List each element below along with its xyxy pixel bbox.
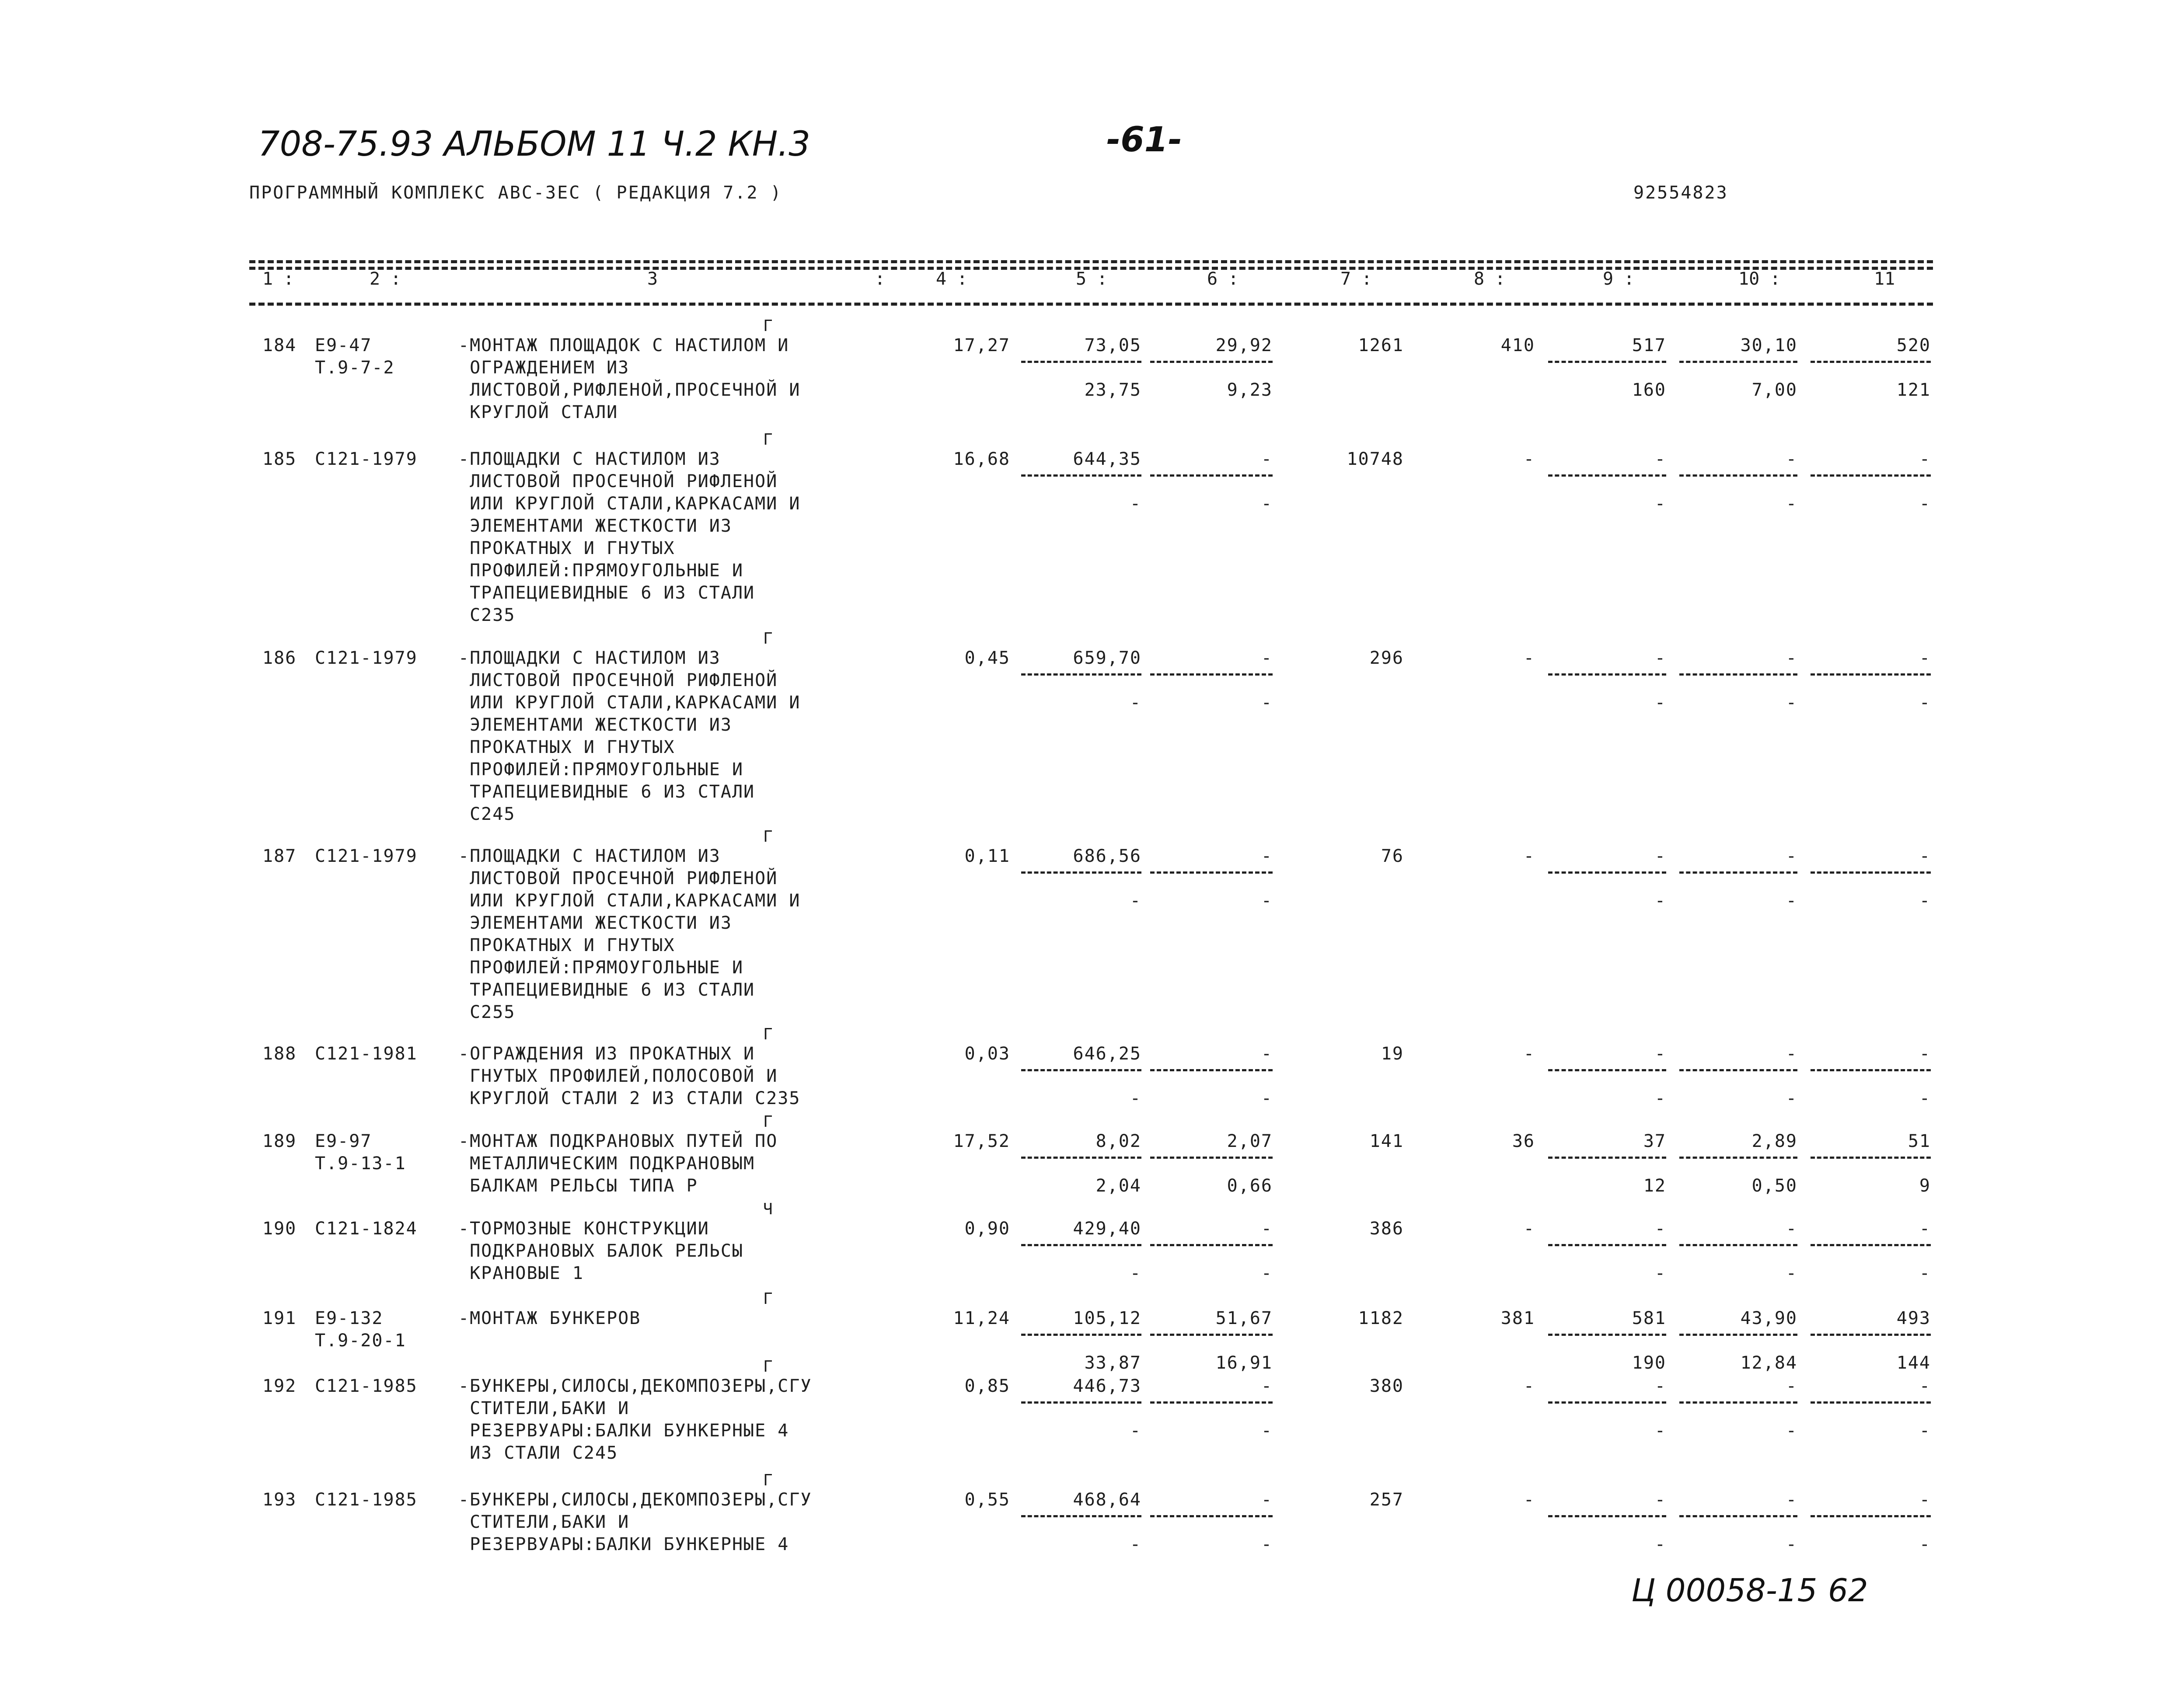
cell-c11-lower: 144 — [1896, 1353, 1931, 1373]
cell-c10-lower: 12,84 — [1740, 1353, 1797, 1373]
cell-c9-lower: - — [1654, 693, 1666, 713]
col-header-3: 3 — [647, 269, 658, 289]
cell-c6: - — [1261, 449, 1273, 469]
cell-c6-lower: - — [1261, 891, 1273, 911]
cell-c11: - — [1919, 846, 1931, 866]
fraction-line — [1150, 1515, 1273, 1517]
fraction-line — [1811, 1069, 1931, 1071]
cell-c11: - — [1919, 1376, 1931, 1396]
cell-c8: - — [1523, 1044, 1535, 1064]
fraction-line — [1150, 1157, 1273, 1159]
cell-c5: 446,73 — [1073, 1376, 1141, 1396]
fraction-line — [1021, 1069, 1141, 1071]
cell-c10: - — [1786, 449, 1797, 469]
cell-c11: 520 — [1896, 335, 1931, 355]
fraction-line — [1679, 361, 1797, 363]
cell-c10-lower: - — [1786, 1534, 1797, 1554]
cell-c10: - — [1786, 1376, 1797, 1396]
cell-c5-lower: 23,75 — [1084, 380, 1141, 400]
cell-c4: 0,45 — [964, 648, 1010, 668]
row-code-secondary: Т.9-20-1 — [315, 1331, 406, 1351]
cell-c8: - — [1523, 1376, 1535, 1396]
cell-c11-lower: - — [1919, 494, 1931, 514]
cell-c9: - — [1654, 1044, 1666, 1064]
cell-c5: 429,40 — [1073, 1219, 1141, 1239]
row-code: С121-1979 — [315, 648, 418, 668]
cell-c10-lower: 7,00 — [1751, 380, 1797, 400]
cell-c11-lower: - — [1919, 1421, 1931, 1441]
cell-c6-lower: - — [1261, 1088, 1273, 1108]
fraction-line — [1811, 673, 1931, 676]
cell-c10-lower: 0,50 — [1751, 1176, 1797, 1196]
cell-c7: 76 — [1381, 846, 1404, 866]
row-code: Е9-132 — [315, 1308, 384, 1328]
cell-c6-lower: - — [1261, 693, 1273, 713]
col-header-8: 8 : — [1474, 269, 1506, 289]
cell-c10: - — [1786, 1490, 1797, 1510]
row-code: Е9-47 — [315, 335, 372, 355]
col-header-11: 11 — [1874, 269, 1895, 289]
cell-c8: - — [1523, 846, 1535, 866]
row-description: -МОНТАЖ БУНКЕРОВ — [458, 1308, 641, 1328]
cell-c5: 105,12 — [1073, 1308, 1141, 1328]
row-code: Е9-97 — [315, 1131, 372, 1151]
row-description: -ПЛОЩАДКИ С НАСТИЛОМ ИЗ ЛИСТОВОЙ ПРОСЕЧНОЙ РИФЛЕНОЙ ИЛИ КРУГЛОЙ СТАЛИ,КАРКАСАМИ И ЭЛЕМЕНТАМИ ЖЕСТКОСТИ ИЗ ПРОКАТНЫХ И ГНУТЫХ ПРОФИЛЕЙ:ПРЯМОУГОЛЬНЫЕ И ТРАПЕЦИЕВИДНЫЕ 6 ИЗ СТАЛИ С255 — [458, 846, 801, 1022]
col-header-1: 1 : — [262, 269, 294, 289]
cell-c8: - — [1523, 1219, 1535, 1239]
cell-c7: 141 — [1369, 1131, 1404, 1151]
cell-c9: - — [1654, 449, 1666, 469]
cell-c8: 381 — [1500, 1308, 1535, 1328]
cell-c9: 517 — [1632, 335, 1666, 355]
fraction-line — [1021, 871, 1141, 874]
cell-c7: 1261 — [1358, 335, 1404, 355]
cell-c6-lower: 9,23 — [1227, 380, 1273, 400]
cell-c10-lower: - — [1786, 891, 1797, 911]
cell-c5-lower: - — [1130, 693, 1141, 713]
fraction-line — [1021, 1401, 1141, 1404]
cell-c7: 296 — [1369, 648, 1404, 668]
fraction-line — [1021, 1157, 1141, 1159]
fraction-line — [1679, 673, 1797, 676]
cell-c11-lower: - — [1919, 891, 1931, 911]
fraction-line — [1811, 1515, 1931, 1517]
col-header-10: 10 : — [1738, 269, 1781, 289]
fraction-line — [1679, 474, 1797, 477]
archive-stamp: Ц 00058-15 — [1631, 1572, 1818, 1609]
cell-c4: 17,52 — [953, 1131, 1010, 1151]
fraction-line — [1811, 474, 1931, 477]
table-top-rule — [249, 260, 1933, 263]
cell-c9-lower: - — [1654, 891, 1666, 911]
cell-c6: - — [1261, 1490, 1273, 1510]
cell-c10-lower: - — [1786, 1088, 1797, 1108]
fraction-line — [1548, 1401, 1666, 1404]
cell-c9: - — [1654, 846, 1666, 866]
row-number: 188 — [262, 1044, 297, 1064]
fraction-line — [1811, 1244, 1931, 1246]
row-code: С121-1985 — [315, 1490, 418, 1510]
cell-c7: 257 — [1369, 1490, 1404, 1510]
col-header-7: 7 : — [1340, 269, 1372, 289]
row-code: С121-1979 — [315, 449, 418, 469]
row-mark: Г — [763, 317, 773, 335]
cell-c11-lower: - — [1919, 1534, 1931, 1554]
row-code: С121-1824 — [315, 1219, 418, 1239]
fraction-line — [1021, 1334, 1141, 1336]
fraction-line — [1548, 1069, 1666, 1071]
cell-c9: - — [1654, 648, 1666, 668]
row-description: -МОНТАЖ ПЛОЩАДОК С НАСТИЛОМ И ОГРАЖДЕНИЕМ ИЗ ЛИСТОВОЙ,РИФЛЕНОЙ,ПРОСЕЧНОЙ И КРУГЛОЙ СТАЛИ — [458, 335, 801, 422]
cell-c4: 0,03 — [964, 1044, 1010, 1064]
row-mark: Г — [763, 828, 773, 846]
fraction-line — [1150, 474, 1273, 477]
cell-c5: 646,25 — [1073, 1044, 1141, 1064]
row-number: 191 — [262, 1308, 297, 1328]
cell-c10-lower: - — [1786, 693, 1797, 713]
cell-c7: 380 — [1369, 1376, 1404, 1396]
row-number: 189 — [262, 1131, 297, 1151]
cell-c10-lower: - — [1786, 1421, 1797, 1441]
row-number: 186 — [262, 648, 297, 668]
row-mark: Г — [763, 1358, 773, 1376]
cell-c6: - — [1261, 648, 1273, 668]
cell-c10: 30,10 — [1740, 335, 1797, 355]
row-description: -МОНТАЖ ПОДКРАНОВЫХ ПУТЕЙ ПО МЕТАЛЛИЧЕСКИМ ПОДКРАНОВЫМ БАЛКАМ РЕЛЬСЫ ТИПА Р — [458, 1131, 778, 1196]
fraction-line — [1679, 1334, 1797, 1336]
row-number: 184 — [262, 335, 297, 355]
cell-c5-lower: 33,87 — [1084, 1353, 1141, 1373]
row-mark: Г — [763, 1471, 773, 1489]
fraction-line — [1548, 1334, 1666, 1336]
cell-c5-lower: - — [1130, 1088, 1141, 1108]
cell-c11: - — [1919, 1219, 1931, 1239]
cell-c8: 36 — [1512, 1131, 1535, 1151]
col-header-5: 5 : — [1076, 269, 1108, 289]
cell-c5: 686,56 — [1073, 846, 1141, 866]
row-number: 193 — [262, 1490, 297, 1510]
sheet-number: 62 — [1828, 1572, 1868, 1609]
cell-c6: 51,67 — [1215, 1308, 1273, 1328]
cell-c6-lower: 0,66 — [1227, 1176, 1273, 1196]
cell-c11: - — [1919, 1044, 1931, 1064]
fraction-line — [1548, 1244, 1666, 1246]
cell-c4: 11,24 — [953, 1308, 1010, 1328]
row-description: -ПЛОЩАДКИ С НАСТИЛОМ ИЗ ЛИСТОВОЙ ПРОСЕЧНОЙ РИФЛЕНОЙ ИЛИ КРУГЛОЙ СТАЛИ,КАРКАСАМИ И ЭЛЕМЕНТАМИ ЖЕСТКОСТИ ИЗ ПРОКАТНЫХ И ГНУТЫХ ПРОФИЛЕЙ:ПРЯМОУГОЛЬНЫЕ И ТРАПЕЦИЕВИДНЫЕ 6 ИЗ СТАЛИ С245 — [458, 648, 801, 824]
cell-c5: 8,02 — [1095, 1131, 1141, 1151]
cell-c11-lower: 121 — [1896, 380, 1931, 400]
cell-c11: - — [1919, 1490, 1931, 1510]
cell-c6: - — [1261, 1044, 1273, 1064]
row-code-secondary: Т.9-7-2 — [315, 358, 395, 378]
cell-c9-lower: - — [1654, 1263, 1666, 1283]
row-mark: Г — [763, 1025, 773, 1043]
fraction-line — [1150, 1401, 1273, 1404]
fraction-line — [1548, 1515, 1666, 1517]
cell-c6-lower: 16,91 — [1215, 1353, 1273, 1373]
fraction-line — [1679, 1515, 1797, 1517]
cell-c10: - — [1786, 846, 1797, 866]
cell-c5-lower: - — [1130, 494, 1141, 514]
row-mark: Ч — [763, 1200, 773, 1218]
col-header-6: 6 : — [1207, 269, 1239, 289]
fraction-line — [1021, 673, 1141, 676]
row-number: 192 — [262, 1376, 297, 1396]
cell-c11-lower: 9 — [1919, 1176, 1931, 1196]
fraction-line — [1811, 1401, 1931, 1404]
cell-c9: 581 — [1632, 1308, 1666, 1328]
cell-c11: - — [1919, 449, 1931, 469]
fraction-line — [1548, 474, 1666, 477]
fraction-line — [1150, 1244, 1273, 1246]
cell-c5-lower: - — [1130, 1421, 1141, 1441]
cell-c4: 17,27 — [953, 335, 1010, 355]
cell-c6: - — [1261, 1219, 1273, 1239]
cell-c9: 37 — [1643, 1131, 1666, 1151]
document-code: 92554823 — [1633, 183, 1728, 203]
cell-c7: 10748 — [1347, 449, 1404, 469]
cell-c9: - — [1654, 1376, 1666, 1396]
page-number: -61- — [1106, 120, 1183, 160]
cell-c10: - — [1786, 1219, 1797, 1239]
fraction-line — [1679, 1157, 1797, 1159]
row-mark: Г — [763, 1113, 773, 1131]
cell-c6-lower: - — [1261, 1421, 1273, 1441]
cell-c6-lower: - — [1261, 1534, 1273, 1554]
cell-c6: - — [1261, 1376, 1273, 1396]
cell-c8: - — [1523, 449, 1535, 469]
cell-c4: 0,11 — [964, 846, 1010, 866]
col-header-4: 4 : — [936, 269, 968, 289]
fraction-line — [1548, 871, 1666, 874]
cell-c4: 0,55 — [964, 1490, 1010, 1510]
row-description: -ТОРМОЗНЫЕ КОНСТРУКЦИИ ПОДКРАНОВЫХ БАЛОК РЕЛЬСЫ КРАНОВЫЕ 1 — [458, 1219, 744, 1283]
fraction-line — [1811, 871, 1931, 874]
cell-c11-lower: - — [1919, 1088, 1931, 1108]
cell-c9-lower: 12 — [1643, 1176, 1666, 1196]
cell-c5-lower: - — [1130, 1534, 1141, 1554]
cell-c9-lower: 190 — [1632, 1353, 1666, 1373]
cell-c9-lower: - — [1654, 1421, 1666, 1441]
program-title: ПРОГРАММНЫЙ КОМПЛЕКС АВС-3ЕС ( РЕДАКЦИЯ 7.2 ) — [249, 183, 782, 203]
fraction-line — [1021, 474, 1141, 477]
fraction-line — [1548, 361, 1666, 363]
cell-c9: - — [1654, 1490, 1666, 1510]
cell-c6-lower: - — [1261, 494, 1273, 514]
cell-c4: 0,85 — [964, 1376, 1010, 1396]
cell-c11: 493 — [1896, 1308, 1931, 1328]
col-header-9: 9 : — [1603, 269, 1635, 289]
cell-c8: - — [1523, 1490, 1535, 1510]
cell-c6: 2,07 — [1227, 1131, 1273, 1151]
cell-c4: 16,68 — [953, 449, 1010, 469]
row-number: 190 — [262, 1219, 297, 1239]
row-code: С121-1979 — [315, 846, 418, 866]
fraction-line — [1811, 1334, 1931, 1336]
row-description: -ОГРАЖДЕНИЯ ИЗ ПРОКАТНЫХ И ГНУТЫХ ПРОФИЛЕЙ,ПОЛОСОВОЙ И КРУГЛОЙ СТАЛИ 2 ИЗ СТАЛИ С235 — [458, 1044, 801, 1108]
cell-c8: - — [1523, 648, 1535, 668]
fraction-line — [1150, 1334, 1273, 1336]
cell-c6: 29,92 — [1215, 335, 1273, 355]
cell-c10: - — [1786, 648, 1797, 668]
cell-c9-lower: - — [1654, 1088, 1666, 1108]
cell-c11: 51 — [1908, 1131, 1931, 1151]
album-reference: 708-75.93 АЛЬБОМ 11 Ч.2 КН.3 — [258, 125, 810, 164]
cell-c5: 468,64 — [1073, 1490, 1141, 1510]
row-code: С121-1985 — [315, 1376, 418, 1396]
cell-c5: 644,35 — [1073, 449, 1141, 469]
cell-c5-lower: 2,04 — [1095, 1176, 1141, 1196]
cell-c8: 410 — [1500, 335, 1535, 355]
row-description: -ПЛОЩАДКИ С НАСТИЛОМ ИЗ ЛИСТОВОЙ ПРОСЕЧНОЙ РИФЛЕНОЙ ИЛИ КРУГЛОЙ СТАЛИ,КАРКАСАМИ И ЭЛЕМЕНТАМИ ЖЕСТКОСТИ ИЗ ПРОКАТНЫХ И ГНУТЫХ ПРОФИЛЕЙ:ПРЯМОУГОЛЬНЫЕ И ТРАПЕЦИЕВИДНЫЕ 6 ИЗ СТАЛИ С235 — [458, 449, 801, 625]
fraction-line — [1811, 1157, 1931, 1159]
cell-c5: 73,05 — [1084, 335, 1141, 355]
fraction-line — [1679, 1401, 1797, 1404]
cell-c5: 659,70 — [1073, 648, 1141, 668]
cell-c9-lower: 160 — [1632, 380, 1666, 400]
cell-c6: - — [1261, 846, 1273, 866]
col-header-2: 2 : — [370, 269, 401, 289]
row-code: С121-1981 — [315, 1044, 418, 1064]
cell-c9: - — [1654, 1219, 1666, 1239]
fraction-line — [1021, 1244, 1141, 1246]
cell-c11-lower: - — [1919, 693, 1931, 713]
row-number: 187 — [262, 846, 297, 866]
cell-c10: - — [1786, 1044, 1797, 1064]
fraction-line — [1548, 1157, 1666, 1159]
cell-c7: 386 — [1369, 1219, 1404, 1239]
cell-c9-lower: - — [1654, 1534, 1666, 1554]
cell-c10: 2,89 — [1751, 1131, 1797, 1151]
row-number: 185 — [262, 449, 297, 469]
cell-c7: 1182 — [1358, 1308, 1404, 1328]
cell-c11-lower: - — [1919, 1263, 1931, 1283]
cell-c5-lower: - — [1130, 891, 1141, 911]
fraction-line — [1150, 673, 1273, 676]
row-code-secondary: Т.9-13-1 — [315, 1153, 406, 1174]
col-header-3-sep: : — [875, 269, 886, 289]
fraction-line — [1021, 1515, 1141, 1517]
fraction-line — [1548, 673, 1666, 676]
cell-c7: 19 — [1381, 1044, 1404, 1064]
cell-c5-lower: - — [1130, 1263, 1141, 1283]
row-mark: Г — [763, 431, 773, 449]
cell-c10: 43,90 — [1740, 1308, 1797, 1328]
cell-c6-lower: - — [1261, 1263, 1273, 1283]
row-mark: Г — [763, 1290, 773, 1308]
cell-c4: 0,90 — [964, 1219, 1010, 1239]
row-mark: Г — [763, 630, 773, 648]
fraction-line — [1021, 361, 1141, 363]
fraction-line — [1150, 871, 1273, 874]
fraction-line — [1679, 1244, 1797, 1246]
row-description: -БУНКЕРЫ,СИЛОСЫ,ДЕКОМПОЗЕРЫ,СГУ СТИТЕЛИ,БАКИ И РЕЗЕРВУАРЫ:БАЛКИ БУНКЕРНЫЕ 4 — [458, 1490, 812, 1554]
fraction-line — [1150, 361, 1273, 363]
fraction-line — [1150, 1069, 1273, 1071]
fraction-line — [1679, 1069, 1797, 1071]
cell-c10-lower: - — [1786, 1263, 1797, 1283]
fraction-line — [1679, 871, 1797, 874]
cell-c9-lower: - — [1654, 494, 1666, 514]
fraction-line — [1811, 361, 1931, 363]
cell-c10-lower: - — [1786, 494, 1797, 514]
table-header-rule — [249, 303, 1933, 306]
row-description: -БУНКЕРЫ,СИЛОСЫ,ДЕКОМПОЗЕРЫ,СГУ СТИТЕЛИ,БАКИ И РЕЗЕРВУАРЫ:БАЛКИ БУНКЕРНЫЕ 4 ИЗ СТАЛИ С245 — [458, 1376, 812, 1463]
cell-c11: - — [1919, 648, 1931, 668]
